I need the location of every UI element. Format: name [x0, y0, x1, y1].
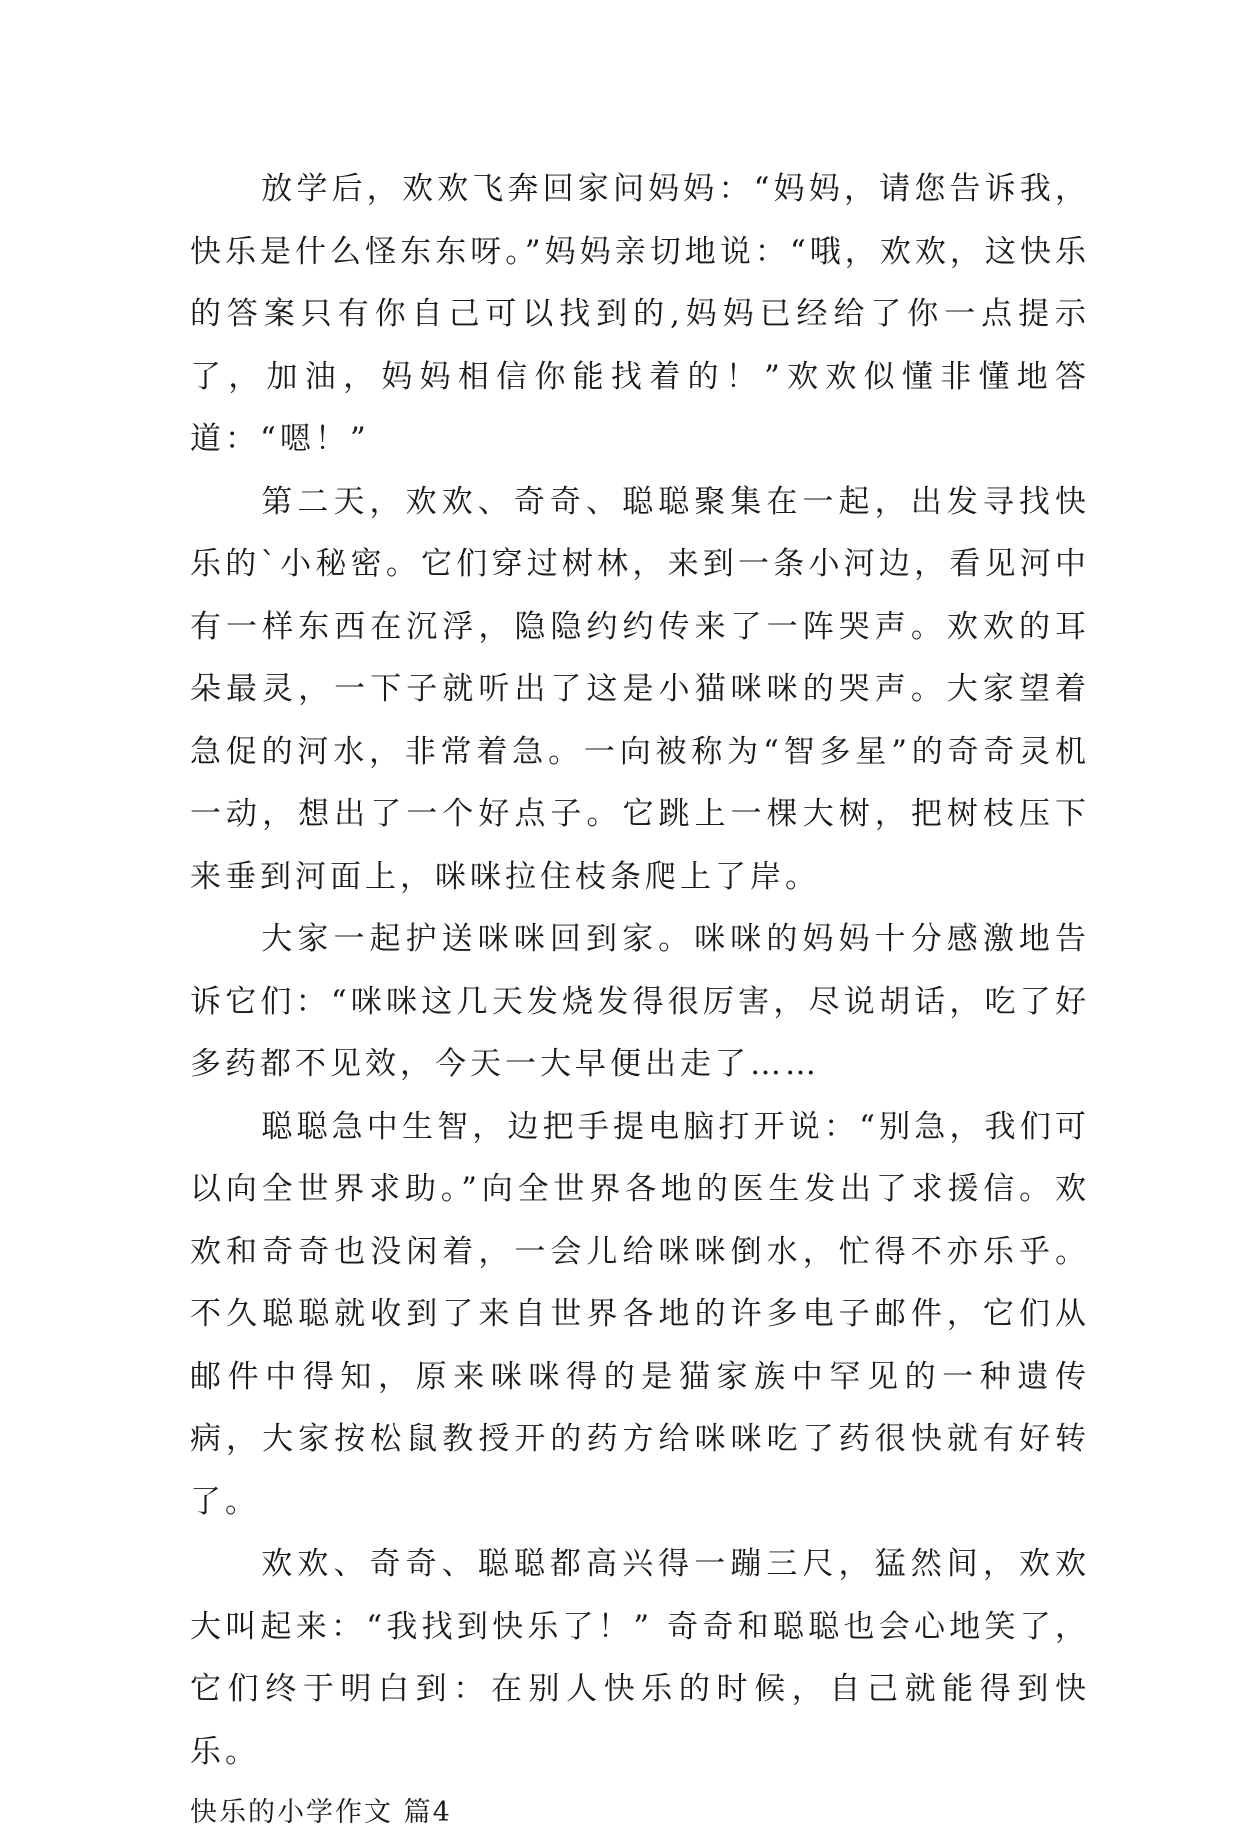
paragraph: 聪聪急中生智，边把手提电脑打开说：“别急，我们可以向全世界求助。”向全世界各地的医生发出了求援信。欢欢和奇奇也没闲着，一会儿给咪咪倒水，忙得不亦乐乎。不久聪聪就收到了来自世界各地的许多电子邮件，它们从邮件中得知，原来咪咪得的是猫家族中罕见的一种遗传病，大家按松鼠教授开的药方给咪咪吃了药很快就有好转了。 — [190, 1108, 1090, 1520]
paragraph: 放学后，欢欢飞奔回家问妈妈：“妈妈，请您告诉我，快乐是什么怪东东呀。”妈妈亲切地说：“哦，欢欢，这快乐的答案只有你自己可以找到的,妈妈已经给了你一点提示了，加油，妈妈相信你能找着的！”欢欢似懂非懂地答道：“嗯！” — [190, 171, 1090, 457]
document-body — [190, 158, 1090, 1843]
paragraph: 欢欢、奇奇、聪聪都高兴得一蹦三尺，猛然间，欢欢大叫起来：“我找到快乐了！” 奇奇和聪聪也会心地笑了，它们终于明白到：在别人快乐的时候，自己就能得到快乐。 — [190, 1546, 1090, 1770]
paragraph: 大家一起护送咪咪回到家。咪咪的妈妈十分感激地告诉它们：“咪咪这几天发烧发得很厉害，尽说胡话，吃了好多药都不见效，今天一大早便出走了…… — [190, 921, 1090, 1082]
section-heading: 快乐的小学作文 篇4 — [190, 1797, 452, 1828]
paragraph: 第二天，欢欢、奇奇、聪聪聚集在一起，出发寻找快乐的`小秘密。它们穿过树林，来到一条小河边，看见河中有一样东西在沉浮，隐隐约约传来了一阵哭声。欢欢的耳朵最灵，一下子就听出了这是小猫咪咪的哭声。大家望着急促的河水，非常着急。一向被称为“智多星”的奇奇灵机一动，想出了一个好点子。它跳上一棵大树，把树枝压下来垂到河面上，咪咪拉住枝条爬上了岸。 — [190, 483, 1090, 895]
